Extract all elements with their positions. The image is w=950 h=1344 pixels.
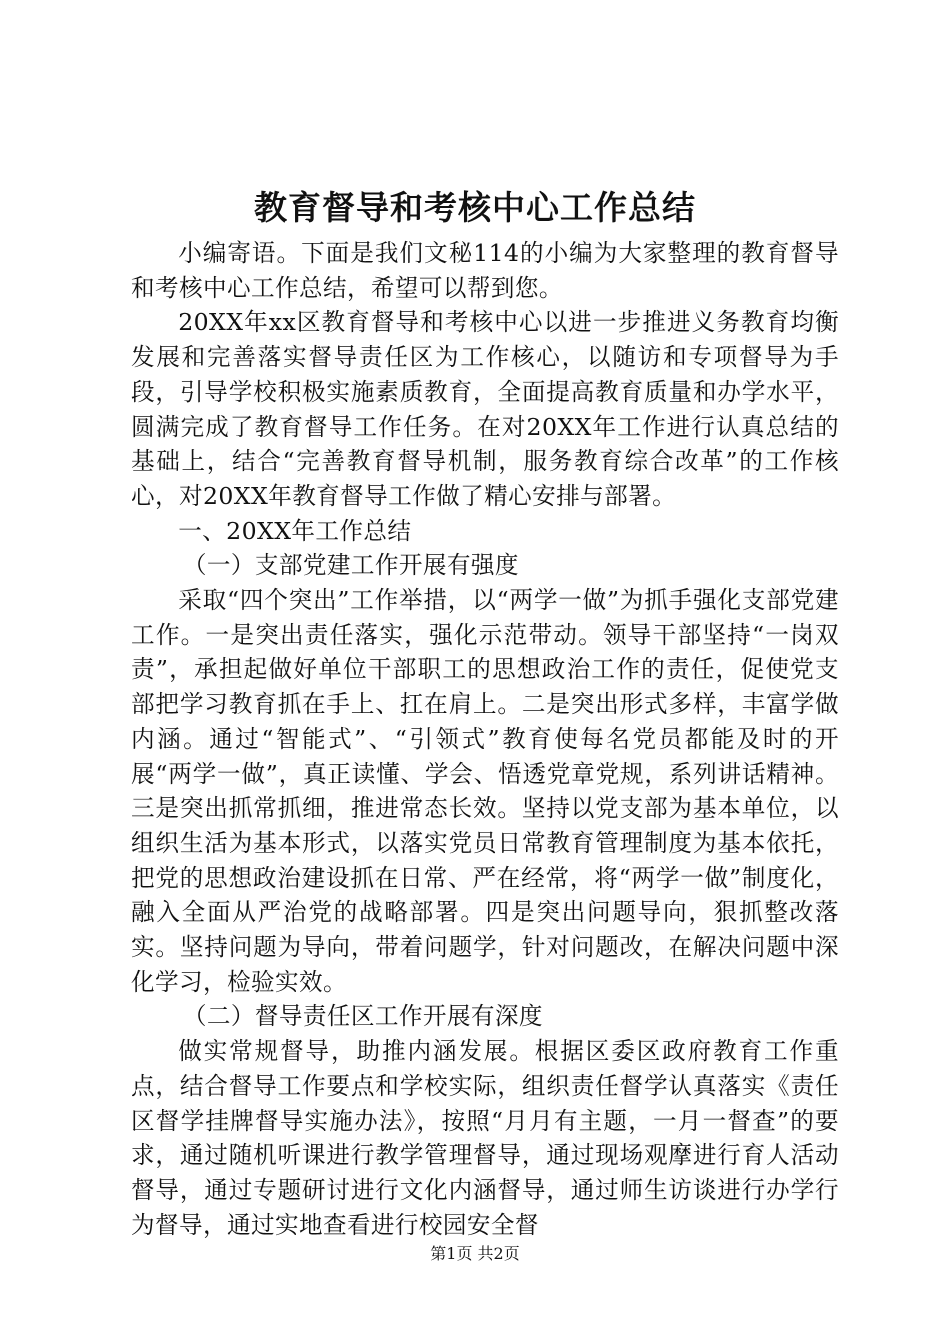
document-title: 教育督导和考核中心工作总结 xyxy=(254,188,696,227)
page-footer: 第1页 共2页 xyxy=(430,1244,520,1263)
supervision-paragraph: 做实常规督导，助推内涵发展。根据区委区政府教育工作重点，结合督导工作要点和学校实际，组织责任督学认真落实《责任区督学挂牌督导实施办法》，按照“月月有主题，一月一督查”的要求，通过随机听课进行教学管理督导，通过现场观摩进行育人活动督导，通过专题研讨进行文化内涵督导，通过师生访谈进行办学行为督导，通过实地查看进行校园安全督 xyxy=(131,1037,839,1239)
subsection-heading-1: （一）支部党建工作开展有强度 xyxy=(182,551,519,580)
document-body xyxy=(131,236,839,1242)
subsection-heading-2: （二）督导责任区工作开展有深度 xyxy=(182,1002,543,1031)
section-heading: 一、20XX年工作总结 xyxy=(178,516,412,545)
party-building-paragraph: 采取“四个突出”工作举措，以“两学一做”为抓手强化支部党建工作。一是突出责任落实，强化示范带动。领导干部坚持“一岗双责”，承担起做好单位干部职工的思想政治工作的责任，促使党支部把学习教育抓在手上、扛在肩上。二是突出形式多样，丰富学做内涵。通过“智能式”、“引领式”教育使每名党员都能及时的开展“两学一做”，真正读懂、学会、悟透党章党规，系列讲话精神。三是突出抓常抓细，推进常态长效。坚持以党支部为基本单位，以组织生活为基本形式，以落实党员日常教育管理制度为基本依托，把党的思想政治建设抓在日常、严在经常，将“两学一做”制度化，融入全面从严治党的战略部署。四是突出问题导向，狠抓整改落实。坚持问题为导向，带着问题学，针对问题改，在解决问题中深化学习，检验实效。 xyxy=(131,586,839,996)
intro-paragraph: 小编寄语。下面是我们文秘114的小编为大家整理的教育督导和考核中心工作总结，希望可以帮到您。 xyxy=(131,239,839,302)
overview-paragraph: 20XX年xx区教育督导和考核中心以进一步推进义务教育均衡发展和完善落实督导责任区为工作核心，以随访和专项督导为手段，引导学校积极实施素质教育，全面提高教育质量和办学水平，圆满完成了教育督导工作任务。在对20XX年工作进行认真总结的基础上，结合“完善教育督导机制，服务教育综合改革”的工作核心，对20XX年教育督导工作做了精心安排与部署。 xyxy=(131,308,839,510)
